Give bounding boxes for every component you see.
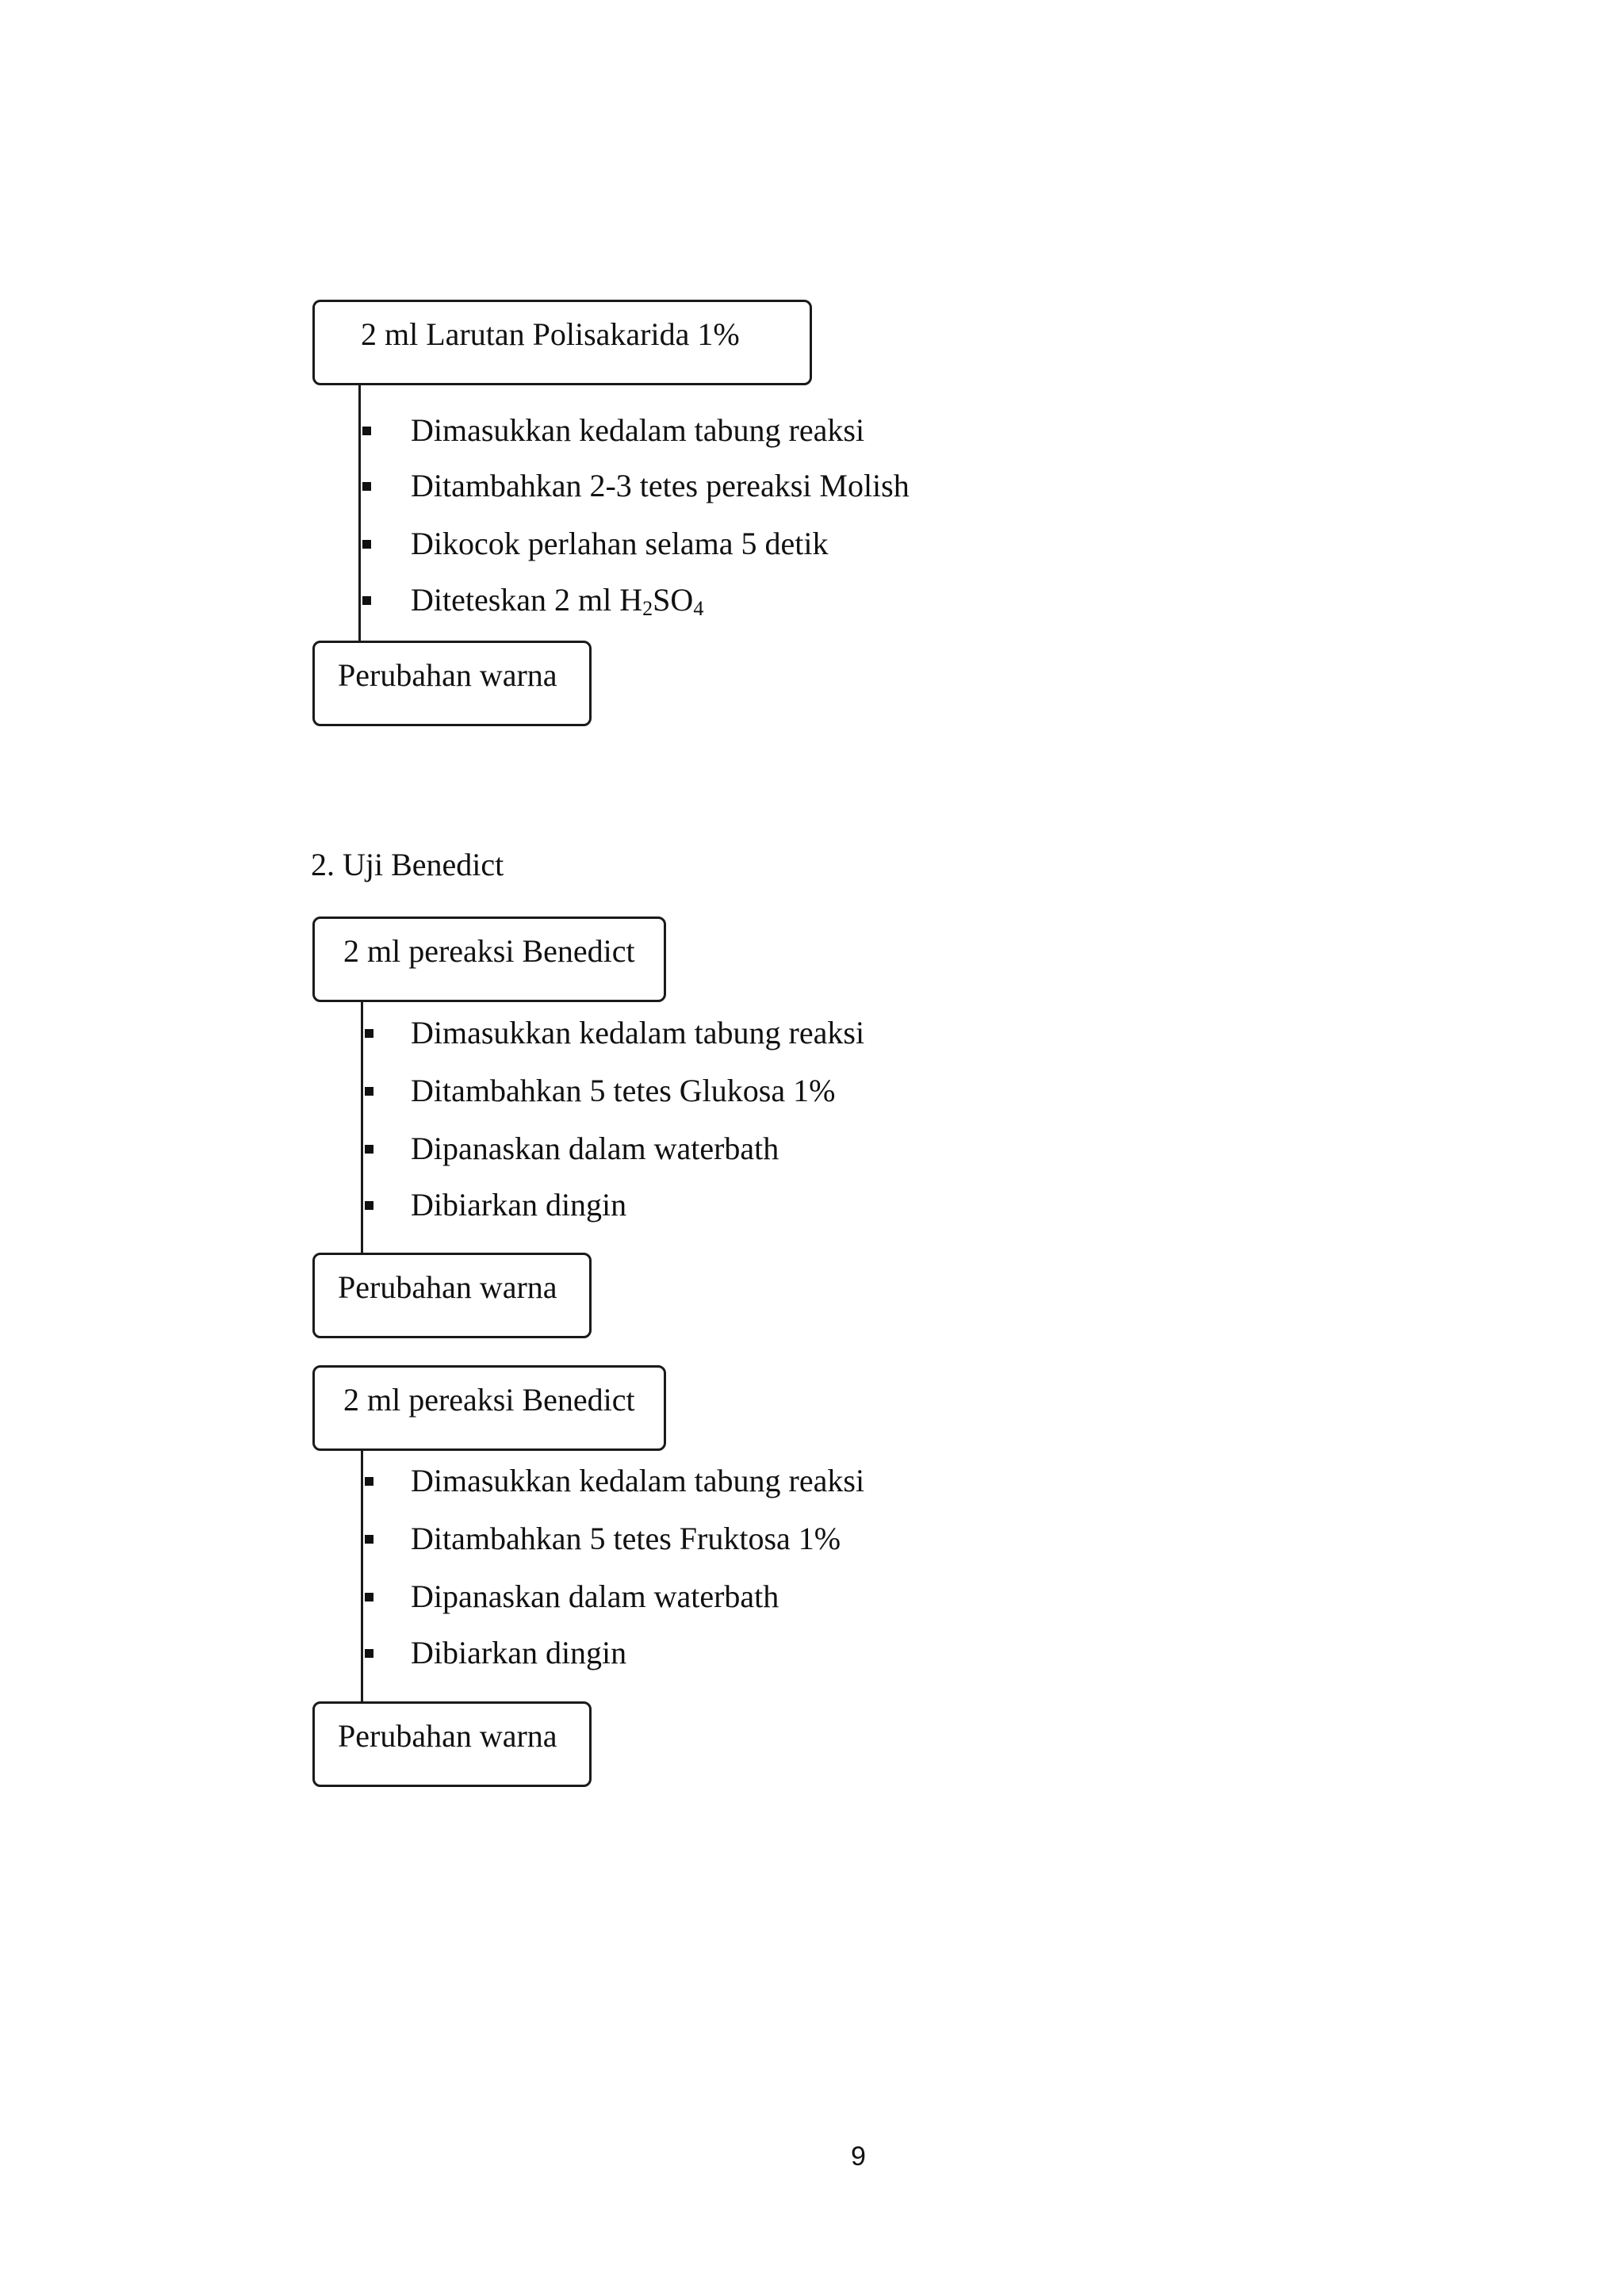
flow1-step3: Dikocok perlahan selama 5 detik	[411, 526, 829, 561]
flow1-step4-prefix: Diteteskan 2 ml H	[411, 582, 643, 618]
flow1-step3-bullet	[362, 540, 371, 549]
flow1-step4	[411, 582, 703, 618]
flow3-step1-bullet	[365, 1477, 373, 1486]
flow1-start-label: 2 ml Larutan Polisakarida 1%	[361, 316, 740, 352]
flow1-step1-bullet	[362, 427, 371, 435]
flow1-step4-sub2: 4	[693, 597, 704, 620]
flow3-end-label: Perubahan warna	[338, 1718, 557, 1754]
section-heading-uji-benedict: 2. Uji Benedict	[311, 847, 504, 882]
flow2-step2: Ditambahkan 5 tetes Glukosa 1%	[411, 1073, 836, 1108]
flow1-step1: Dimasukkan kedalam tabung reaksi	[411, 412, 865, 448]
flow2-step1: Dimasukkan kedalam tabung reaksi	[411, 1015, 865, 1050]
page-number: 9	[851, 2141, 866, 2172]
flow2-step3: Dipanaskan dalam waterbath	[411, 1131, 779, 1166]
flow2-step2-bullet	[365, 1087, 373, 1096]
flow1-step4-mid: SO	[653, 582, 694, 618]
flow3-step4: Dibiarkan dingin	[411, 1635, 627, 1670]
flow1-step4-sub1: 2	[642, 597, 653, 620]
flow1-start-box	[312, 300, 812, 385]
flow3-step1: Dimasukkan kedalam tabung reaksi	[411, 1463, 865, 1498]
flow3-step3: Dipanaskan dalam waterbath	[411, 1578, 779, 1614]
flow2-connector-line	[361, 1002, 363, 1253]
flow3-step2-bullet	[365, 1535, 373, 1544]
flow2-step4: Dibiarkan dingin	[411, 1187, 627, 1223]
flow1-step4-bullet	[362, 596, 371, 605]
flow3-start-label: 2 ml pereaksi Benedict	[343, 1382, 635, 1418]
flow2-step1-bullet	[365, 1029, 373, 1038]
flow1-end-label: Perubahan warna	[338, 657, 557, 693]
flow3-step2: Ditambahkan 5 tetes Fruktosa 1%	[411, 1521, 841, 1556]
flow2-end-box	[312, 1253, 592, 1338]
flow2-step3-bullet	[365, 1145, 373, 1154]
flow1-end-box	[312, 641, 592, 726]
flow3-end-box	[312, 1701, 592, 1787]
flow3-start-box	[312, 1365, 666, 1451]
flow3-connector-line	[361, 1451, 363, 1701]
flow1-step2: Ditambahkan 2-3 tetes pereaksi Molish	[411, 468, 910, 503]
flow3-step4-bullet	[365, 1649, 373, 1658]
flow3-step3-bullet	[365, 1593, 373, 1601]
flow2-step4-bullet	[365, 1201, 373, 1210]
flow1-connector-line	[358, 385, 361, 641]
flow1-step2-bullet	[362, 482, 371, 491]
flow2-start-label: 2 ml pereaksi Benedict	[343, 933, 635, 969]
flow2-start-box	[312, 916, 666, 1002]
flow2-end-label: Perubahan warna	[338, 1269, 557, 1305]
